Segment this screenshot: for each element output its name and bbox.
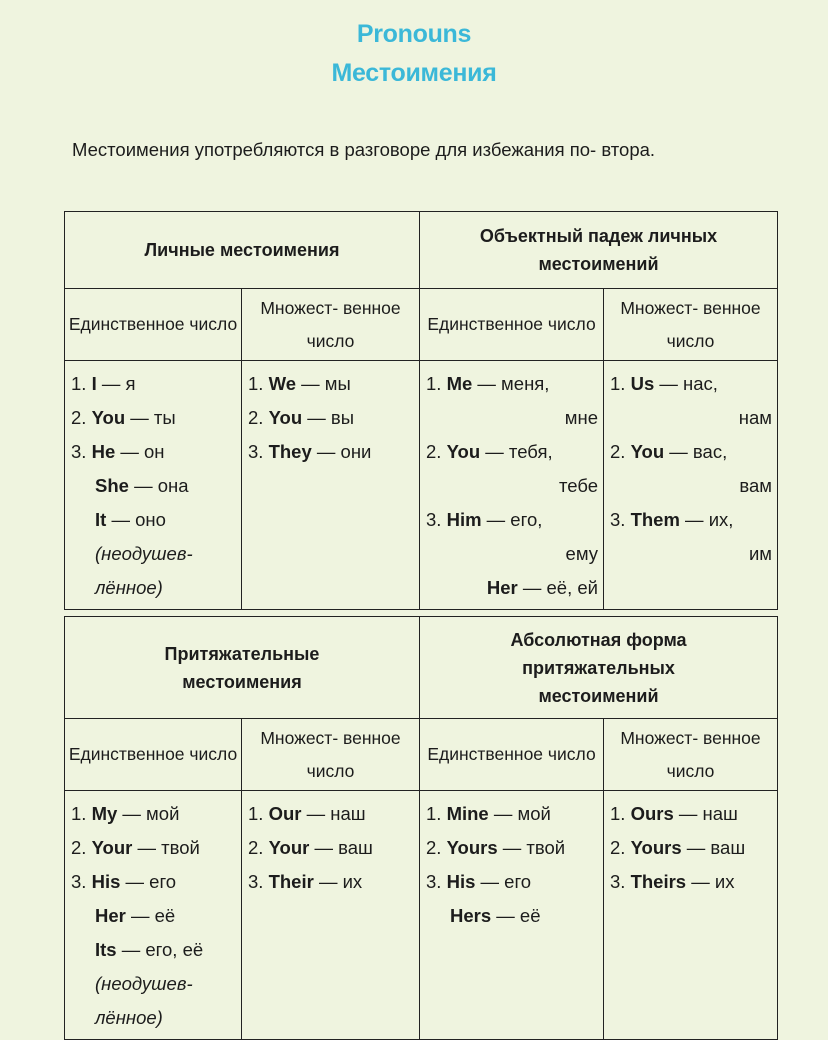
possessive-plural-cell [242,791,420,1040]
pronoun-line: 3. Him — его, [426,509,543,530]
group-header-absolute: Абсолютная форма притяжательных местоимений [420,617,778,719]
pronoun-line: 2. Yours — твой [426,837,566,858]
possessive-singular-cell [65,791,242,1040]
title-english: Pronouns [356,20,472,48]
object-plural-cell [604,361,778,610]
title-russian: Местоимения [331,59,497,87]
col-header: Множест- венное число [604,719,778,791]
pronoun-line: 2. You — вы [248,407,355,428]
col-header: Единственное число [420,719,604,791]
object-singular-cell [420,361,604,610]
inanimate-note: (неодушев- лённое) [95,973,193,1028]
pronoun-line: 2. Yours — ваш [610,837,746,858]
pronoun-line-cont: им [748,543,772,564]
group-header-possessive: Притяжательные местоимения [65,617,420,719]
pronoun-line: It — оно [95,509,166,530]
absolute-singular-cell [420,791,604,1040]
pronoun-line: Hers — её [450,905,541,926]
col-header: Множест- венное число [604,289,778,361]
pronoun-line: Her — её, ей [486,577,598,598]
pronoun-line: 3. Their — их [248,871,363,892]
pronoun-line: 2. You — ты [71,407,176,428]
possessive-pronouns-table [64,616,778,1040]
pronoun-line: 3. He — он [71,441,165,462]
pronoun-line: 1. I — я [71,373,136,394]
absolute-plural-cell [604,791,778,1040]
pronoun-line: 1. Us — нас, [610,373,718,394]
col-header: Единственное число [65,719,242,791]
pronoun-line: 3. Them — их, [610,509,734,530]
pronoun-line-cont: тебе [558,475,598,496]
pronoun-line-cont: вам [739,475,772,496]
pronoun-line: 2. You — тебя, [426,441,553,462]
personal-singular-cell [65,361,242,610]
col-header: Единственное число [65,289,242,361]
group-header-personal: Личные местоимения [65,212,420,289]
pronoun-line-cont: ему [565,543,598,564]
pronoun-line-cont: нам [738,407,772,428]
pronoun-line: She — она [95,475,189,496]
pronoun-line-cont: мне [564,407,598,428]
pronoun-line: 1. Our — наш [248,803,366,824]
pronoun-line: 1. My — мой [71,803,180,824]
pronoun-line: 3. They — они [248,441,372,462]
pronoun-line: 3. Theirs — их [610,871,735,892]
pronoun-line: 2. Your — ваш [248,837,373,858]
personal-plural-cell [242,361,420,610]
personal-pronouns-table [64,211,778,610]
intro-paragraph: Местоимения употребляются в разговоре для избежания по- втора. [72,139,656,160]
pronoun-line: 1. Ours — наш [610,803,738,824]
pronoun-line: 2. Your — твой [71,837,200,858]
pronoun-line: 1. We — мы [248,373,351,394]
pronoun-line: 2. You — вас, [610,441,728,462]
pronoun-line: 1. Me — меня, [426,373,550,394]
pronoun-line: 1. Mine — мой [426,803,551,824]
inanimate-note: (неодушев- лённое) [95,543,193,598]
pronoun-line: 3. His — его [71,871,177,892]
group-header-object: Объектный падеж личных местоимений [420,212,778,289]
col-header: Множест- венное число [242,289,420,361]
col-header: Единственное число [420,289,604,361]
col-header: Множест- венное число [242,719,420,791]
pronoun-line: Its — его, её [95,939,204,960]
pronoun-line: Her — её [95,905,176,926]
pronoun-line: 3. His — его [426,871,532,892]
